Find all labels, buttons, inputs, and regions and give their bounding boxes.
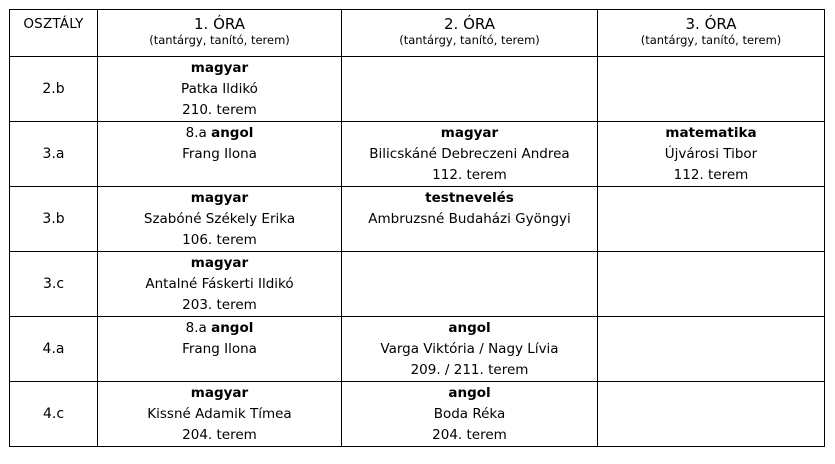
subject-name: angol: [211, 125, 254, 141]
teacher-name: Antalné Fáskerti Ildikó: [145, 276, 294, 292]
subject-line: [98, 58, 341, 79]
room-number: 204. terem: [182, 427, 257, 443]
teacher-name: Szabóné Székely Erika: [143, 211, 296, 227]
table-row: [10, 252, 825, 317]
header-class: [10, 10, 98, 57]
lesson-cell: [98, 57, 342, 122]
lesson-content: [98, 382, 341, 446]
lesson-cell: [598, 382, 825, 447]
room-number: 209. / 211. terem: [410, 362, 529, 378]
subject-line: [342, 188, 597, 209]
class-cell: 4.a: [10, 317, 98, 382]
lesson-cell: [342, 382, 598, 447]
subject-name: angol: [448, 385, 491, 401]
teacher-name: Frang Ilona: [182, 146, 257, 162]
subject-line: [342, 318, 597, 339]
subject-line: [98, 188, 341, 209]
room-number: 210. terem: [182, 102, 257, 118]
lesson-content: [342, 317, 597, 381]
period-subtitle: (tantárgy, tanító, terem): [640, 33, 782, 47]
class-cell: 3.b: [10, 187, 98, 252]
subject-line: [98, 123, 341, 144]
header-period-1: [98, 10, 342, 57]
subject-name: angol: [448, 320, 491, 336]
lesson-cell: [598, 317, 825, 382]
lesson-content: [342, 252, 597, 253]
schedule-body: [10, 10, 825, 447]
subject-line: [342, 383, 597, 404]
teacher-name: Bilicskáné Debreczeni Andrea: [369, 146, 570, 162]
teacher-name: Patka Ildikó: [181, 81, 258, 97]
lesson-cell: [98, 122, 342, 187]
period-title: 2. ÓRA: [444, 15, 495, 33]
class-cell: 2.b: [10, 57, 98, 122]
lesson-cell: [98, 187, 342, 252]
subject-name: magyar: [440, 125, 499, 141]
period-title: 1. ÓRA: [194, 15, 245, 33]
lesson-cell: [342, 57, 598, 122]
period-subtitle: (tantárgy, tanító, terem): [149, 33, 290, 47]
subject-name: magyar: [190, 60, 249, 76]
lesson-content: [598, 382, 824, 383]
room-number: 203. terem: [182, 297, 257, 313]
period-title: 3. ÓRA: [685, 15, 737, 33]
header-period-2: [342, 10, 598, 57]
lesson-cell: [598, 122, 825, 187]
subject-line: [342, 123, 597, 144]
teacher-name: Frang Ilona: [182, 341, 257, 357]
header-row: [10, 10, 825, 57]
teacher-name: Újvárosi Tibor: [664, 146, 758, 162]
subject-line: [98, 253, 341, 274]
lesson-cell: [598, 252, 825, 317]
lesson-content: [98, 317, 341, 360]
table-row: [10, 57, 825, 122]
subject-name: matematika: [665, 125, 757, 141]
table-row: [10, 317, 825, 382]
lesson-cell: [342, 187, 598, 252]
teacher-name: Kissné Adamik Tímea: [147, 406, 292, 422]
table-row: [10, 122, 825, 187]
table-row: [10, 382, 825, 447]
teacher-name: Varga Viktória / Nagy Lívia: [380, 341, 559, 357]
header-class-label: OSZTÁLY: [23, 16, 84, 32]
class-cell: 3.c: [10, 252, 98, 317]
lesson-cell: [342, 317, 598, 382]
lesson-content: [598, 57, 824, 58]
lesson-content: [598, 122, 824, 186]
group-prefix: 8.a: [185, 125, 212, 141]
lesson-content: [98, 122, 341, 165]
room-number: 112. terem: [432, 167, 507, 183]
subject-name: testnevelés: [425, 190, 514, 206]
subject-line: [98, 318, 341, 339]
lesson-content: [342, 122, 597, 186]
lesson-content: [598, 187, 824, 188]
room-number: 112. terem: [673, 167, 749, 183]
lesson-cell: [98, 382, 342, 447]
subject-name: magyar: [190, 385, 249, 401]
group-prefix: 8.a: [185, 320, 212, 336]
room-number: 106. terem: [182, 232, 257, 248]
lesson-cell: [598, 187, 825, 252]
header-period-3: [598, 10, 825, 57]
subject-line: [598, 123, 824, 144]
lesson-content: [598, 317, 824, 318]
lesson-cell: [342, 122, 598, 187]
teacher-name: Boda Réka: [433, 406, 506, 422]
teacher-name: Ambruzsné Budaházi Gyöngyi: [368, 211, 571, 227]
class-cell: 4.c: [10, 382, 98, 447]
room-number: 204. terem: [432, 427, 507, 443]
lesson-cell: [98, 317, 342, 382]
table-row: [10, 187, 825, 252]
lesson-cell: [598, 57, 825, 122]
lesson-content: [598, 252, 824, 253]
lesson-content: [98, 187, 341, 251]
subject-line: [98, 383, 341, 404]
lesson-content: [342, 187, 597, 230]
subject-name: magyar: [190, 255, 249, 271]
schedule-table: [9, 9, 825, 447]
lesson-content: [342, 382, 597, 446]
lesson-cell: [98, 252, 342, 317]
lesson-content: [98, 57, 341, 121]
lesson-cell: [342, 252, 598, 317]
class-cell: 3.a: [10, 122, 98, 187]
lesson-content: [98, 252, 341, 316]
period-subtitle: (tantárgy, tanító, terem): [399, 33, 540, 47]
lesson-content: [342, 57, 597, 58]
subject-name: magyar: [190, 190, 249, 206]
subject-name: angol: [211, 320, 254, 336]
